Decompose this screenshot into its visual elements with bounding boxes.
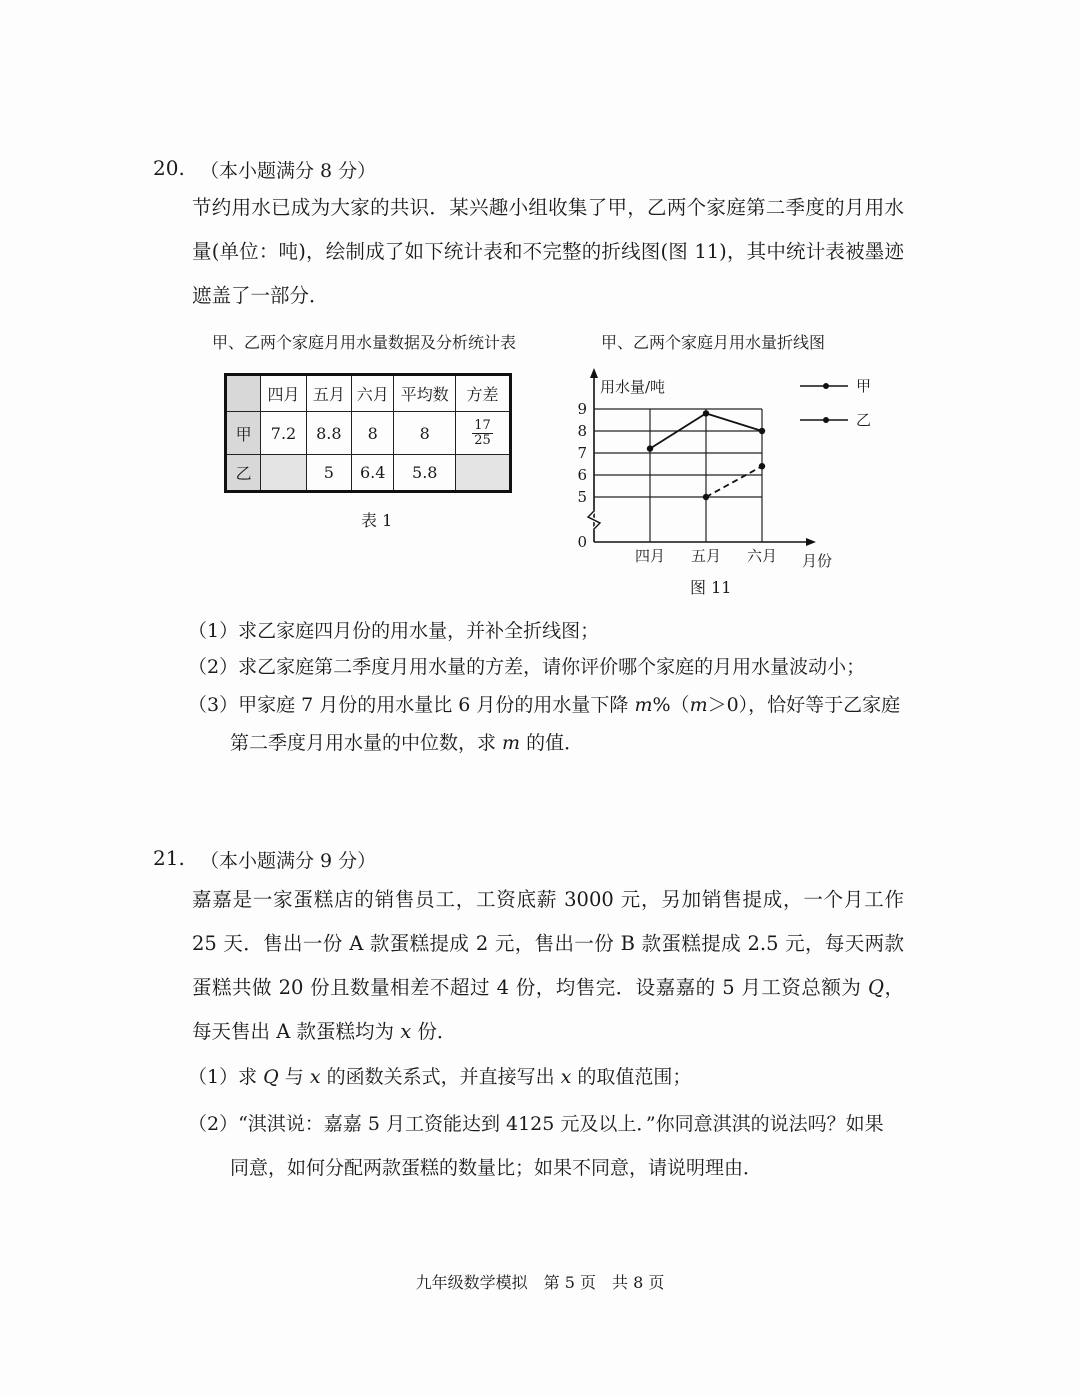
- text: （1）求: [188, 1066, 264, 1088]
- table-header: 六月: [351, 375, 393, 412]
- text: ，每天售出 A 款蛋糕均为: [192, 976, 904, 1043]
- variable-x: x: [309, 1066, 321, 1088]
- text: 的值．: [520, 732, 584, 754]
- text: （2）“淇淇说：嘉嘉 5 月工资能达到 4125 元及以上．”你同意淇淇的说法吗？如果: [188, 1113, 884, 1135]
- fraction-denominator: 25: [474, 432, 491, 448]
- text: 的取值范围；: [571, 1066, 692, 1088]
- y-axis-label: 用水量/吨: [600, 378, 666, 396]
- table-cell: 5.8: [394, 455, 456, 492]
- question-21-header: （本小题满分 9 分）: [200, 850, 377, 872]
- table-cell: 7.2: [261, 411, 306, 455]
- table-header: 平均数: [394, 375, 456, 412]
- y-tick-label: 6: [577, 466, 587, 484]
- chart-title: 甲、乙两个家庭月用水量折线图: [601, 333, 826, 352]
- text: 嘉嘉是一家蛋糕店的销售员工，工资底薪 3000 元，另加销售提成，一个月工作 25 天．售出一份 A 款蛋糕提成 2 元，售出一份 B 款蛋糕提成 2.5 元，每天两款蛋糕共做 20 份且数量相差不超过 4 份，均售完．设嘉嘉的 5 月工资总额为: [192, 888, 904, 999]
- x-tick-label: 五月: [690, 547, 722, 565]
- text: ＞0），恰好等于乙家庭: [707, 694, 901, 716]
- table-header: 五月: [306, 375, 351, 412]
- variable-m: m: [502, 732, 521, 754]
- question-21-part-2: [188, 1102, 906, 1190]
- y-tick-label: 9: [577, 400, 587, 418]
- variance-fraction: [472, 419, 493, 448]
- part-2-continuation: 同意，如何分配两款蛋糕的数量比；如果不同意，请说明理由．: [230, 1157, 763, 1179]
- legend-label: 乙: [856, 411, 872, 429]
- table-header: 四月: [261, 375, 306, 412]
- table-cell: 5: [306, 455, 351, 492]
- data-point: [647, 445, 653, 451]
- table-cell: 8: [351, 411, 393, 455]
- data-point: [759, 428, 765, 434]
- question-20-number: 20.: [153, 156, 185, 180]
- series-line-2: [706, 466, 762, 497]
- x-axis-label: 月份: [802, 552, 833, 569]
- question-21-number: 21.: [153, 846, 185, 870]
- table-corner-cell: [226, 375, 261, 412]
- y-tick-label: 8: [577, 422, 587, 440]
- table-cell-covered: [261, 455, 306, 492]
- table-row-yi: [226, 455, 511, 492]
- table-row-jia: [226, 411, 511, 455]
- question-20-part-1: （1）求乙家庭四月份的用水量，并补全折线图；: [188, 620, 600, 642]
- y-tick-label: 0: [577, 533, 587, 551]
- variable-m: m: [689, 694, 708, 716]
- y-tick-label: 5: [577, 488, 587, 506]
- question-21-part-1: [188, 1058, 906, 1096]
- text: %（: [652, 694, 690, 716]
- text: 份．: [411, 1020, 457, 1043]
- data-point: [759, 463, 765, 469]
- text: 第二季度月用水量的中位数，求: [230, 732, 503, 754]
- text: （3）甲家庭 7 月份的用水量比 6 月份的用水量下降: [188, 694, 635, 716]
- text: 与: [278, 1066, 310, 1088]
- table-cell: 8: [394, 411, 456, 455]
- table-header-row: [226, 375, 511, 412]
- table-title: 甲、乙两个家庭月用水量数据及分析统计表: [212, 333, 517, 352]
- table-cell: 8.8: [306, 411, 351, 455]
- legend-marker: [823, 417, 829, 423]
- x-axis-arrow: [806, 538, 816, 546]
- question-20-header: （本小题满分 8 分）: [200, 160, 377, 182]
- table-cell-variance: [456, 411, 511, 455]
- data-point: [703, 410, 709, 416]
- legend-marker: [823, 383, 829, 389]
- data-point: [703, 494, 709, 500]
- table-caption: 表 1: [361, 511, 393, 530]
- variable-x: x: [400, 1020, 412, 1043]
- question-20-part-3: [188, 686, 906, 762]
- y-axis-arrow: [590, 368, 598, 378]
- table-cell: 乙: [226, 455, 261, 492]
- table-header: 方差: [456, 375, 511, 412]
- text: 的函数关系式，并直接写出: [320, 1066, 561, 1088]
- table-cell: 甲: [226, 411, 261, 455]
- y-tick-label: 7: [577, 444, 587, 462]
- table-cell: 6.4: [351, 455, 393, 492]
- part-3-continuation: [188, 724, 906, 762]
- x-tick-label: 四月: [634, 547, 666, 565]
- chart-caption: 图 11: [690, 578, 732, 597]
- question-20-part-2: （2）求乙家庭第二季度月用水量的方差，请你评价哪个家庭的月用水量波动小；: [188, 656, 866, 678]
- page-footer: 九年级数学模拟 第 5 页 共 8 页: [415, 1273, 665, 1292]
- table-cell-covered: [456, 455, 511, 492]
- line-chart: [570, 364, 890, 569]
- variable-x: x: [560, 1066, 572, 1088]
- stats-table: [224, 373, 512, 493]
- variable-m: m: [634, 694, 653, 716]
- x-tick-label: 六月: [746, 547, 778, 565]
- variable-Q: Q: [263, 1066, 279, 1088]
- legend-label: 甲: [856, 377, 872, 395]
- question-20-intro: 节约用水已成为大家的共识．某兴趣小组收集了甲，乙两个家庭第二季度的月用水量(单位：吨)，绘制成了如下统计表和不完整的折线图(图 11)，其中统计表被墨迹遮盖了一部分．: [192, 196, 904, 307]
- question-21-intro: [192, 878, 904, 1054]
- variable-Q: Q: [867, 976, 884, 999]
- fraction-numerator: 17: [474, 417, 491, 433]
